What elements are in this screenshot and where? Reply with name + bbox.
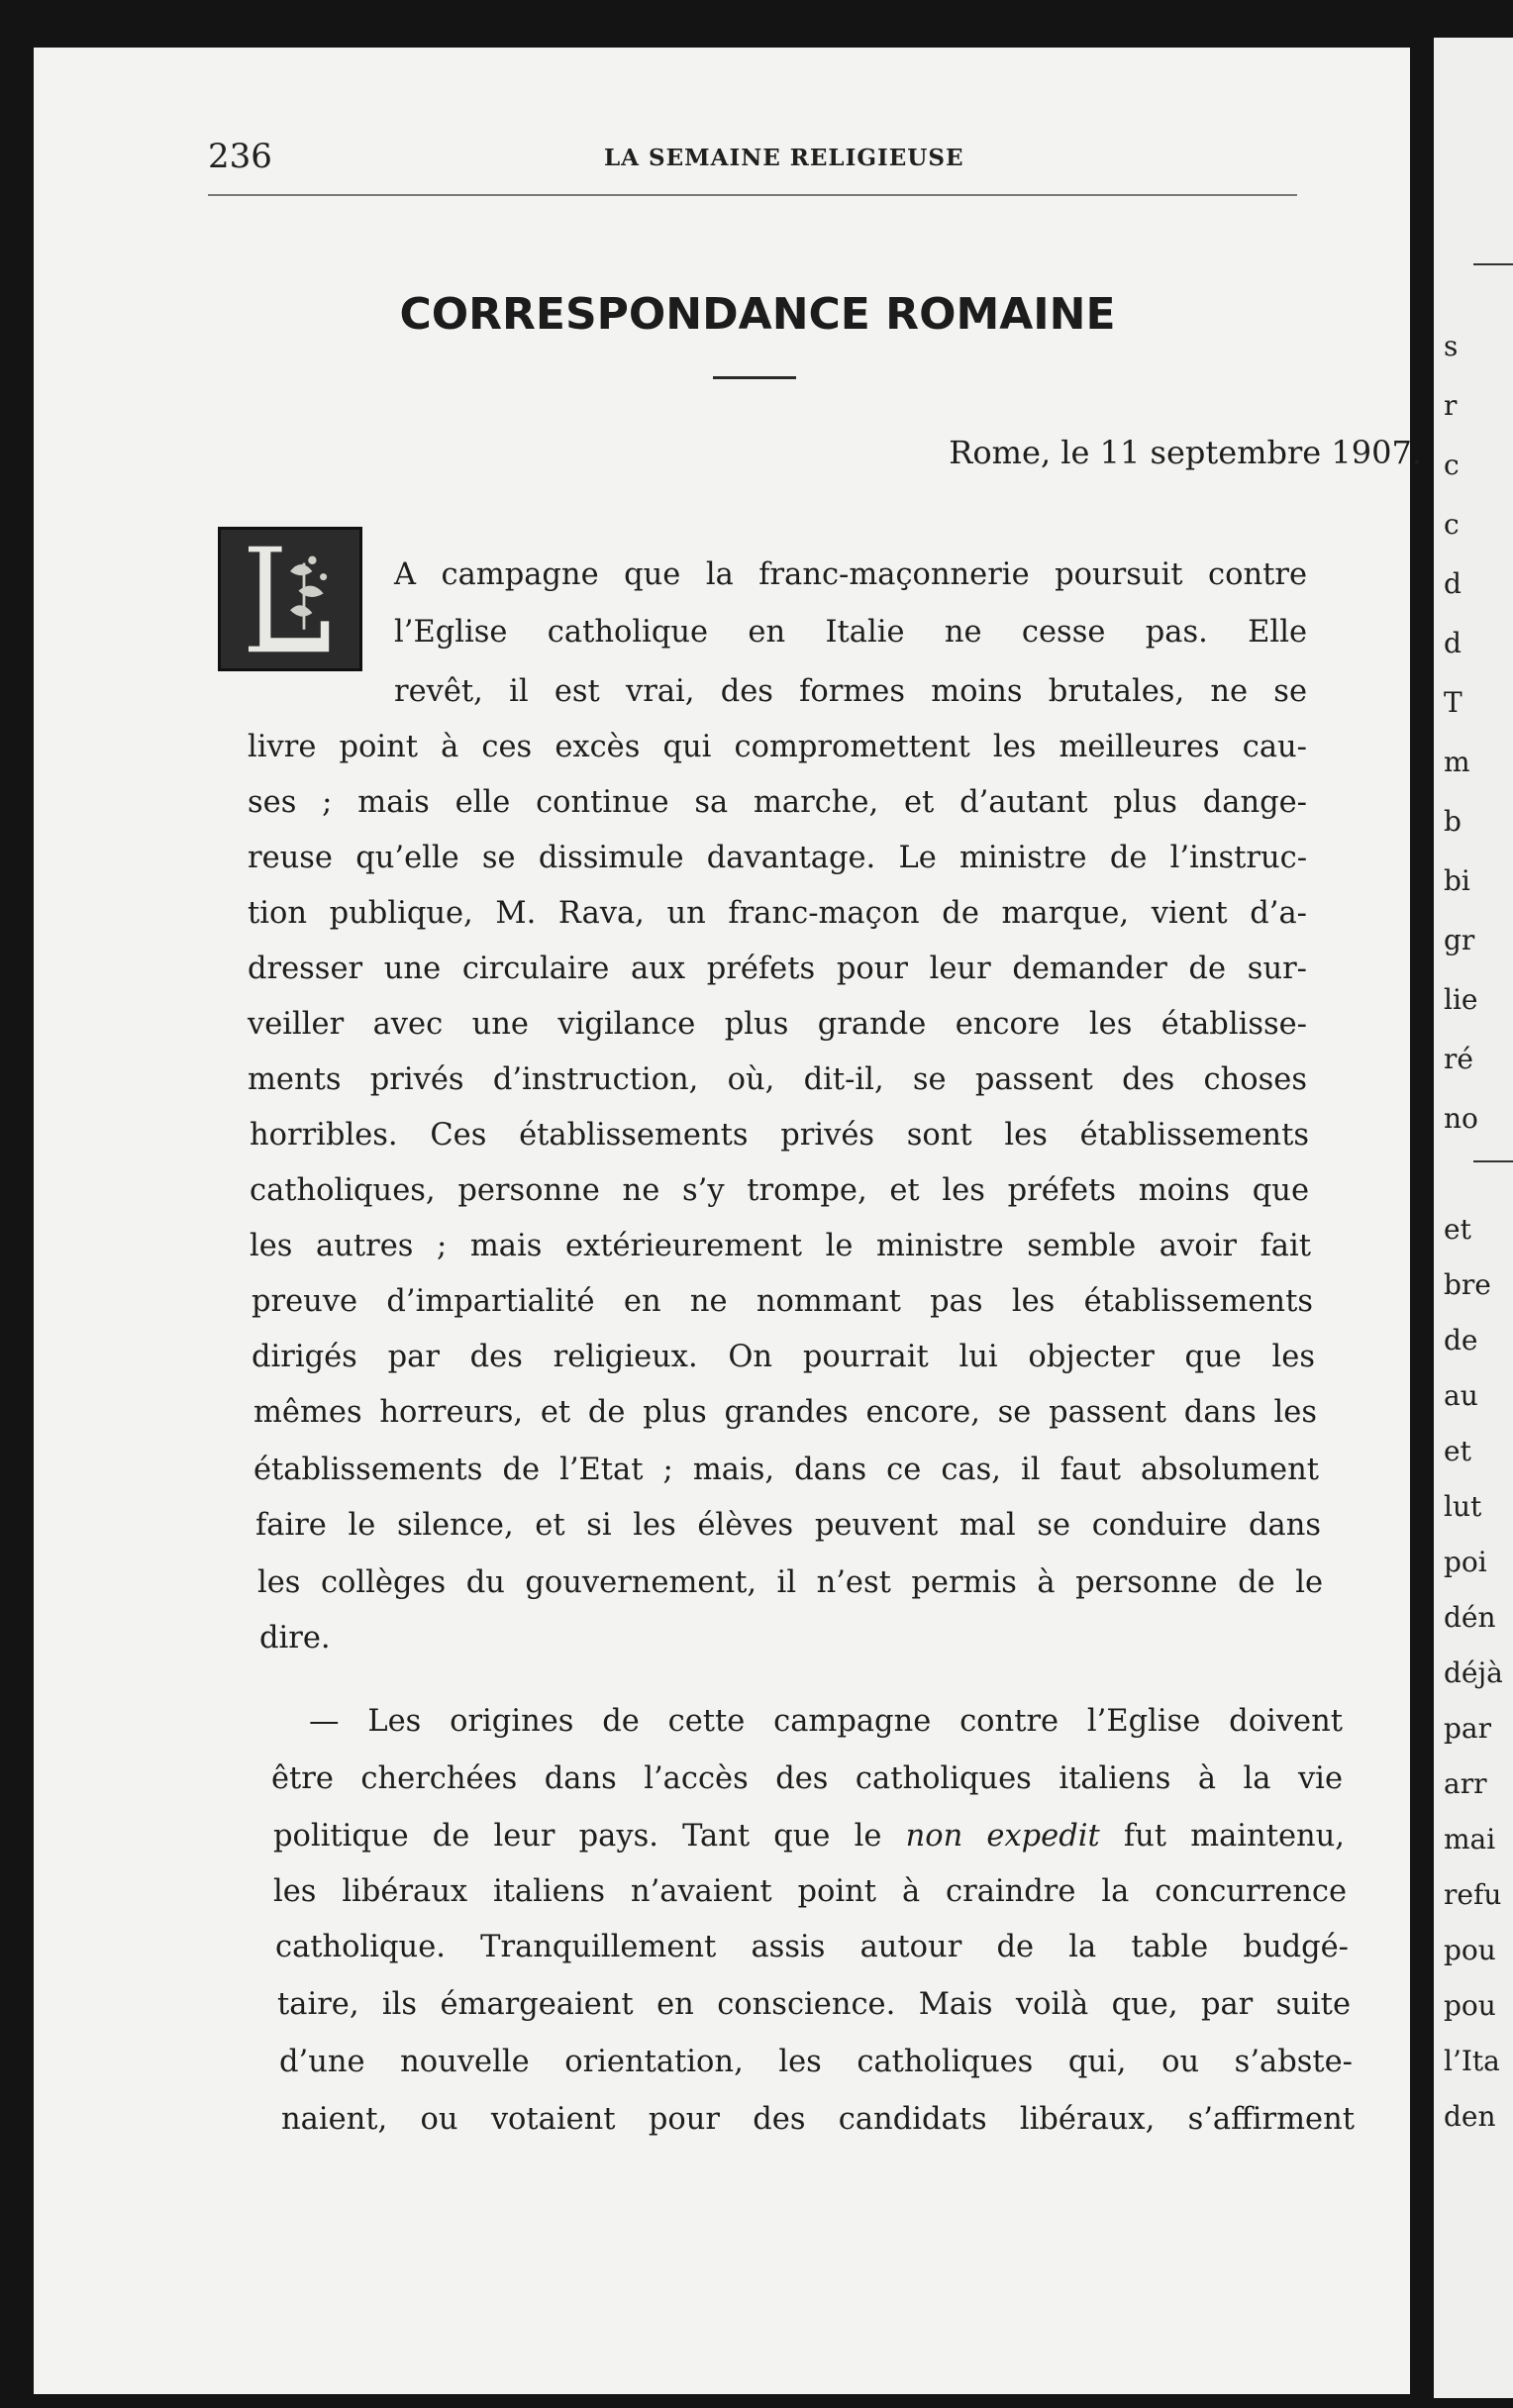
paragraph-1-line: les collèges du gouvernement, il n’est permis à personne de le [257,1565,1323,1600]
paragraph-1-line: dirigés par des religieux. On pourrait lui objecter que les [252,1340,1315,1374]
paragraph-1-line: mêmes horreurs, et de plus grandes encore, se passent dans les [253,1395,1317,1430]
facing-page-fragment: de [1444,1324,1478,1356]
latin-term: non expedit [905,1819,1100,1854]
facing-page-fragment: et [1444,1213,1471,1246]
facing-page-fragment: den [1444,2100,1496,2133]
paragraph-1-line: dire. [259,1621,331,1656]
facing-page-fragment: gr [1444,924,1475,956]
paragraph-2-line: taire, ils émargeaient en conscience. Mais voilà que, par suite [277,1987,1351,2022]
journal-title: LA SEMAINE RELIGIEUSE [604,145,964,171]
facing-page-fragment: arr [1444,1767,1487,1800]
facing-page-fragment: c [1444,508,1460,541]
paragraph-1-line: catholiques, personne ne s’y trompe, et les préfets moins que [250,1173,1309,1208]
paragraph-1-line: les autres ; mais extérieurement le ministre semble avoir fait [250,1229,1311,1263]
paragraph-1-line: livre point à ces excès qui compromettent les meilleures cau- [248,730,1307,764]
paragraph-1-line: dresser une circulaire aux préfets pour leur demander de sur- [248,952,1307,986]
paragraph-1-line: tion publique, M. Rava, un franc-maçon de marque, vient d’a- [248,896,1307,931]
facing-page-fragment: c [1444,449,1460,481]
paragraph-1-line: établissements de l’Etat ; mais, dans ce cas, il faut absolument [253,1453,1319,1487]
book-page-right-edge [1434,38,1513,2398]
header-rule [208,194,1297,196]
paragraph-1-line: ses ; mais elle continue sa marche, et d’autant plus dange- [248,785,1307,820]
facing-page-fragment: bi [1444,864,1470,897]
facing-page-rule [1473,1160,1513,1162]
facing-page-fragment: au [1444,1379,1478,1412]
paragraph-1-line: reuse qu’elle se dissimule davantage. Le ministre de l’instruc- [248,841,1307,875]
facing-page-fragment: et [1444,1435,1471,1467]
dateline: Rome, le 11 septembre 1907. [949,434,1422,471]
facing-page-rule [1473,263,1513,265]
facing-page-fragment: dén [1444,1601,1496,1634]
facing-page-fragment: ré [1444,1043,1473,1075]
title-rule [713,376,796,379]
facing-page-fragment: m [1444,746,1470,778]
facing-page-fragment: refu [1444,1878,1502,1911]
facing-page-fragment: b [1444,805,1462,838]
facing-page-fragment: déjà [1444,1656,1503,1689]
facing-page-fragment: pou [1444,1934,1496,1966]
facing-page-fragment: lut [1444,1490,1482,1523]
paragraph-1-line: revêt, il est vrai, des formes moins brutales, ne se [394,674,1307,709]
paragraph-2-line: être cherchées dans l’accès des catholiques italiens à la vie [271,1761,1343,1796]
dropcap-ornament [218,527,362,671]
article-title: CORRESPONDANCE ROMAINE [399,289,1116,340]
running-head [208,137,1317,196]
facing-page-fragment: T [1444,686,1463,719]
facing-page-fragment: no [1444,1102,1478,1135]
paragraph-2-line: catholique. Tranquillement assis autour de la table budgé- [275,1930,1349,1964]
paragraph-2-line: — Les origines de cette campagne contre l’Eglise doivent [309,1704,1343,1739]
paragraph-2-line: les libéraux italiens n’avaient point à craindre la concurrence [273,1874,1347,1909]
paragraph-2-line: naient, ou votaient pour des candidats libéraux, s’affirment [281,2102,1355,2137]
facing-page-fragment: d [1444,627,1462,659]
facing-page-fragment: mai [1444,1823,1496,1856]
dropcap-letter-icon [221,530,359,668]
paragraph-1-line: horribles. Ces établissements privés sont les établissements [250,1118,1309,1153]
facing-page-fragment: l’Ita [1444,2045,1500,2077]
facing-page-fragment: d [1444,567,1462,600]
paragraph-1-line: faire le silence, et si les élèves peuvent mal se conduire dans [255,1508,1321,1543]
paragraph-1-line: veiller avec une vigilance plus grande encore les établisse- [248,1007,1307,1042]
facing-page-fragment: poi [1444,1546,1487,1578]
paragraph-1-line: l’Eglise catholique en Italie ne cesse pas. Elle [394,615,1307,650]
book-page-left [34,48,1410,2394]
paragraph-2-line: d’une nouvelle orientation, les catholiques qui, ou s’abste- [279,2045,1353,2079]
paragraph-2-line: politique de leur pays. Tant que le non expedit fut maintenu, [273,1819,1345,1854]
paragraph-1-line: ments privés d’instruction, où, dit-il, se passent des choses [248,1062,1307,1097]
facing-page-fragment: par [1444,1712,1492,1745]
facing-page-fragment: r [1444,389,1458,422]
facing-page-fragment: s [1444,330,1459,362]
page-number: 236 [208,137,272,176]
facing-page-fragment: pou [1444,1989,1496,2022]
paragraph-1-line: A campagne que la franc-maçonnerie poursuit contre [394,557,1307,592]
facing-page-fragment: lie [1444,983,1478,1016]
paragraph-1-line: preuve d’impartialité en ne nommant pas les établissements [252,1284,1313,1319]
facing-page-fragment: bre [1444,1268,1491,1301]
